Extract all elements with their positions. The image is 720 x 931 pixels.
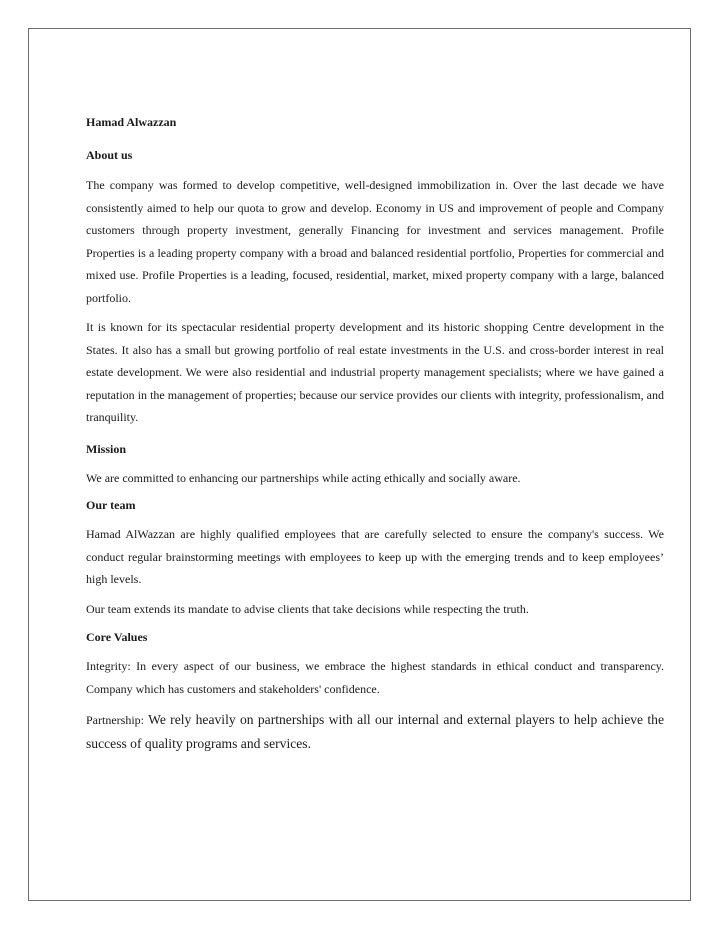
team-paragraph-1: Hamad AlWazzan are highly qualified employees that are carefully selected to ensure the company's success. We conduct regular brainstorming meetings with employees to keep up with the emerging trends and to keep employees’ high levels. bbox=[86, 527, 664, 586]
partnership-text: We rely heavily on partnerships with all our internal and external players to help achieve the success of quality programs and services. bbox=[86, 712, 664, 751]
document-content bbox=[86, 85, 664, 756]
partnership-label: Partnership: bbox=[86, 713, 144, 727]
document-page bbox=[28, 28, 691, 901]
about-paragraph-2: It is known for its spectacular residential property development and its historic shopping Centre development in the States. It also has a small but growing portfolio of real estate investments in the U.S. and cross-border interest in real estate development. We were also residential and industrial property management specialists; where we have gained a reputation in the management of properties; because our service provides our clients with integrity, professionalism, and tranquility. bbox=[86, 320, 664, 424]
company-name: Hamad Alwazzan bbox=[86, 115, 177, 129]
about-paragraph-1: The company was formed to develop competitive, well-designed immobilization in. Over the last decade we have consistently aimed to help our quota to grow and develop. Economy in US and improvement of people and Company customers through property investment, generally Financing for investment and services management. Profile Properties is a leading property company with a broad and balanced residential portfolio, Properties for commercial and mixed use. Profile Properties is a leading, focused, residential, market, mixed property company with a large, balanced portfolio. bbox=[86, 178, 664, 305]
partnership-value bbox=[86, 708, 664, 756]
mission-heading: Mission bbox=[86, 441, 127, 456]
core-values-heading: Core Values bbox=[86, 630, 148, 644]
integrity-value: Integrity: In every aspect of our business, we embrace the highest standards in ethical conduct and transparency. Company which has customers and stakeholders' confidence. bbox=[86, 659, 664, 696]
mission-text: We are committed to enhancing our partnerships while acting ethically and socially aware. bbox=[86, 470, 521, 485]
team-paragraph-2: Our team extends its mandate to advise clients that take decisions while respecting the truth. bbox=[86, 601, 529, 616]
about-heading: About us bbox=[86, 148, 133, 162]
team-heading: Our team bbox=[86, 498, 136, 512]
